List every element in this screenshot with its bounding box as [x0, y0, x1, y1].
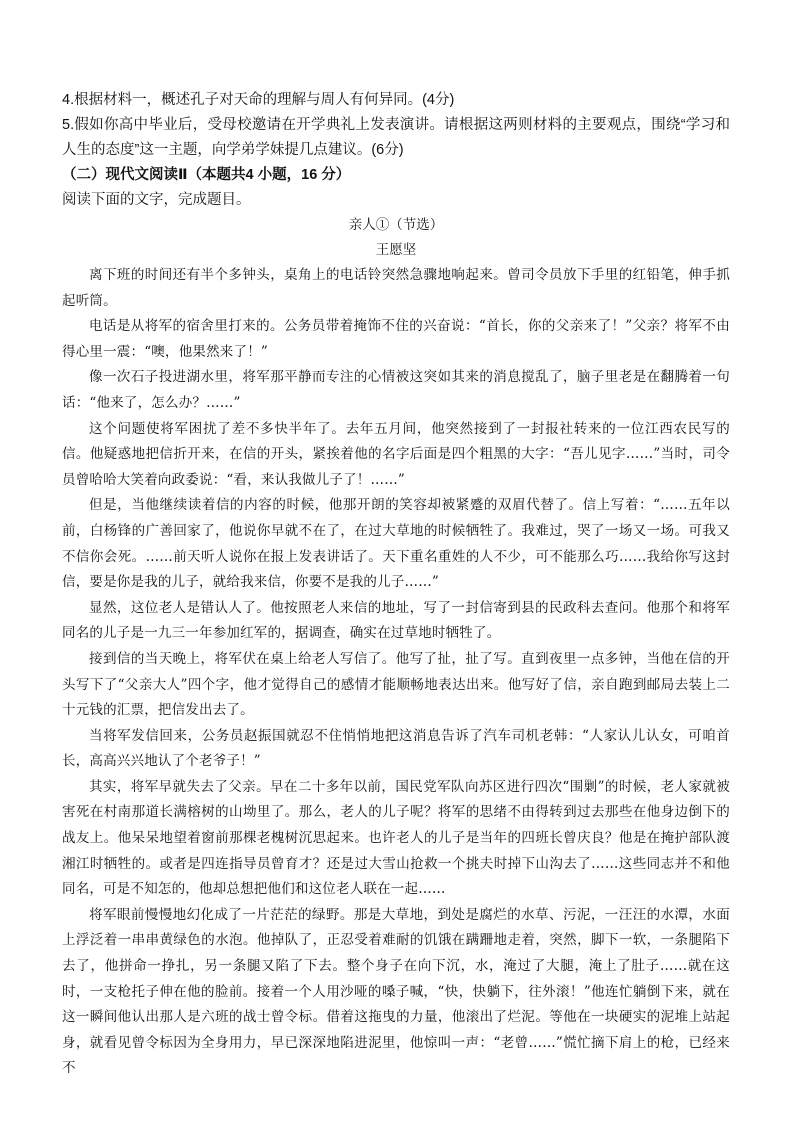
article-author: 王愿坚 [375, 242, 417, 258]
question-4: 4.根据材料一，概述孔子对天命的理解与周人有何异同。(4分) [62, 92, 455, 108]
article-paragraph: 这个问题使将军困扰了差不多快半年了。去年五月间，他突然接到了一封报社转来的一位江西农民写的信。他疑惑地把信折开来，在信的开头，紧挨着他的名字后面是四个粗黑的大字：“吾儿见字……”当时，司令员曾哈哈大笑着向政委说：“看，来认我做儿子了！……” [62, 420, 730, 488]
article-paragraph: 显然，这位老人是错认人了。他按照老人来信的地址，写了一封信寄到县的民政科去查问。他那个和将军同名的儿子是一九三一年参加红军的，据调查，确实在过草地时牺牲了。 [62, 599, 730, 642]
article-paragraph: 将军眼前慢慢地幻化成了一片茫茫的绿野。那是大草地，到处是腐烂的水草、污泥，一汪汪的水潭，水面上浮泛着一串串黄绿色的水泡。他掉队了，正忍受着难耐的饥饿在蹒跚地走着，突然，脚下一软，一条腿陷下去了，他拼命一挣扎，另一条腿又陷了下去。整个身子在向下沉，水，淹过了大腿，淹上了肚子……就在这时，一支枪托子伸在他的脸前。接着一个人用沙哑的嗓子喊，“快，快躺下，往外滚！”他连忙躺倒下来，就在这一瞬间他认出那人是六班的战士曾令标。借着这拖曳的力量，他滚出了烂泥。等他在一块硬实的泥堆上站起身，就看见曾令标因为全身用力，早已深深地陷进泥里，他惊叫一声：“老曾……”慌忙摘下肩上的枪，已经来不 [62, 906, 730, 1077]
article-paragraph: 其实，将军早就失去了父亲。早在二十多年以前，国民党军队向苏区进行四次“围剿”的时候，老人家就被害死在村南那道长满榕树的山坳里了。那么，老人的儿子呢？将军的思绪不由得转到过去那些在他身边倒下的战友上。他呆呆地望着窗前那棵老槐树沉思起来。也许老人的儿子是当年的四班长曾庆良？他是在掩护部队渡湘江时牺牲的。或者是四连指导员曾育才？还是过大雪山抢救一个挑夫时掉下山沟去了……这些同志并不和他同名，可是不知怎的，他却总想把他们和这位老人联在一起…… [62, 778, 730, 898]
article-paragraph: 像一次石子投进湖水里，将军那平静而专注的心情被这突如其来的消息搅乱了，脑子里老是在翻腾着一句话：“他来了，怎么办？……” [62, 369, 730, 411]
article-paragraph: 离下班的时间还有半个多钟头，桌角上的电话铃突然急骤地响起来。曾司令员放下手里的红铅笔，伸手抓起听筒。 [62, 267, 730, 309]
section-instruction: 阅读下面的文字，完成题目。 [62, 192, 251, 208]
article-paragraph: 接到信的当天晚上，将军伏在桌上给老人写信了。他写了扯，扯了写。直到夜里一点多钟，当他在信的开头写下了“父亲大人”四个字，他才觉得自己的感情才能顺畅地表达出来。他写好了信，亲自跑到邮局去装上二十元钱的汇票，把信发出去了。 [62, 650, 730, 719]
section-heading: （二）现代文阅读Ⅱ（本题共4 小题，16 分） [62, 167, 351, 183]
article-paragraph: 电话是从将军的宿舍里打来的。公务员带着掩饰不住的兴奋说：“首长，你的父亲来了！”父亲？将军不由得心里一震：“噢，他果然来了！” [62, 318, 730, 360]
article-paragraph: 当将军发信回来，公务员赵振国就忍不住悄悄地把这消息告诉了汽车司机老韩：“人家认儿认女，可咱首长，高高兴兴地认了个老爷子！” [62, 727, 730, 770]
article-paragraph: 但是，当他继续读着信的内容的时候，他那开朗的笑容却被紧蹙的双眉代替了。信上写着：“……五年以前，白杨锋的广善回家了，他说你早就不在了，在过大草地的时候牺牲了。我难过，哭了一场又一场。可我又不信你会死。……前天听人说你在报上发表讲话了。天下重名重姓的人不少，可不能那么巧……我给你写这封信，要是你是我的儿子，就给我来信，你要不是我的儿子……” [62, 497, 730, 591]
document-page [62, 88, 730, 1082]
article-title: 亲人①（节选） [348, 217, 444, 233]
question-5: 5.假如你高中毕业后，受母校邀请在开学典礼上发表演讲。请根据这两则材料的主要观点，围绕“学习和人生的态度”这一主题，向学弟学妹提几点建议。(6分) [62, 117, 730, 158]
